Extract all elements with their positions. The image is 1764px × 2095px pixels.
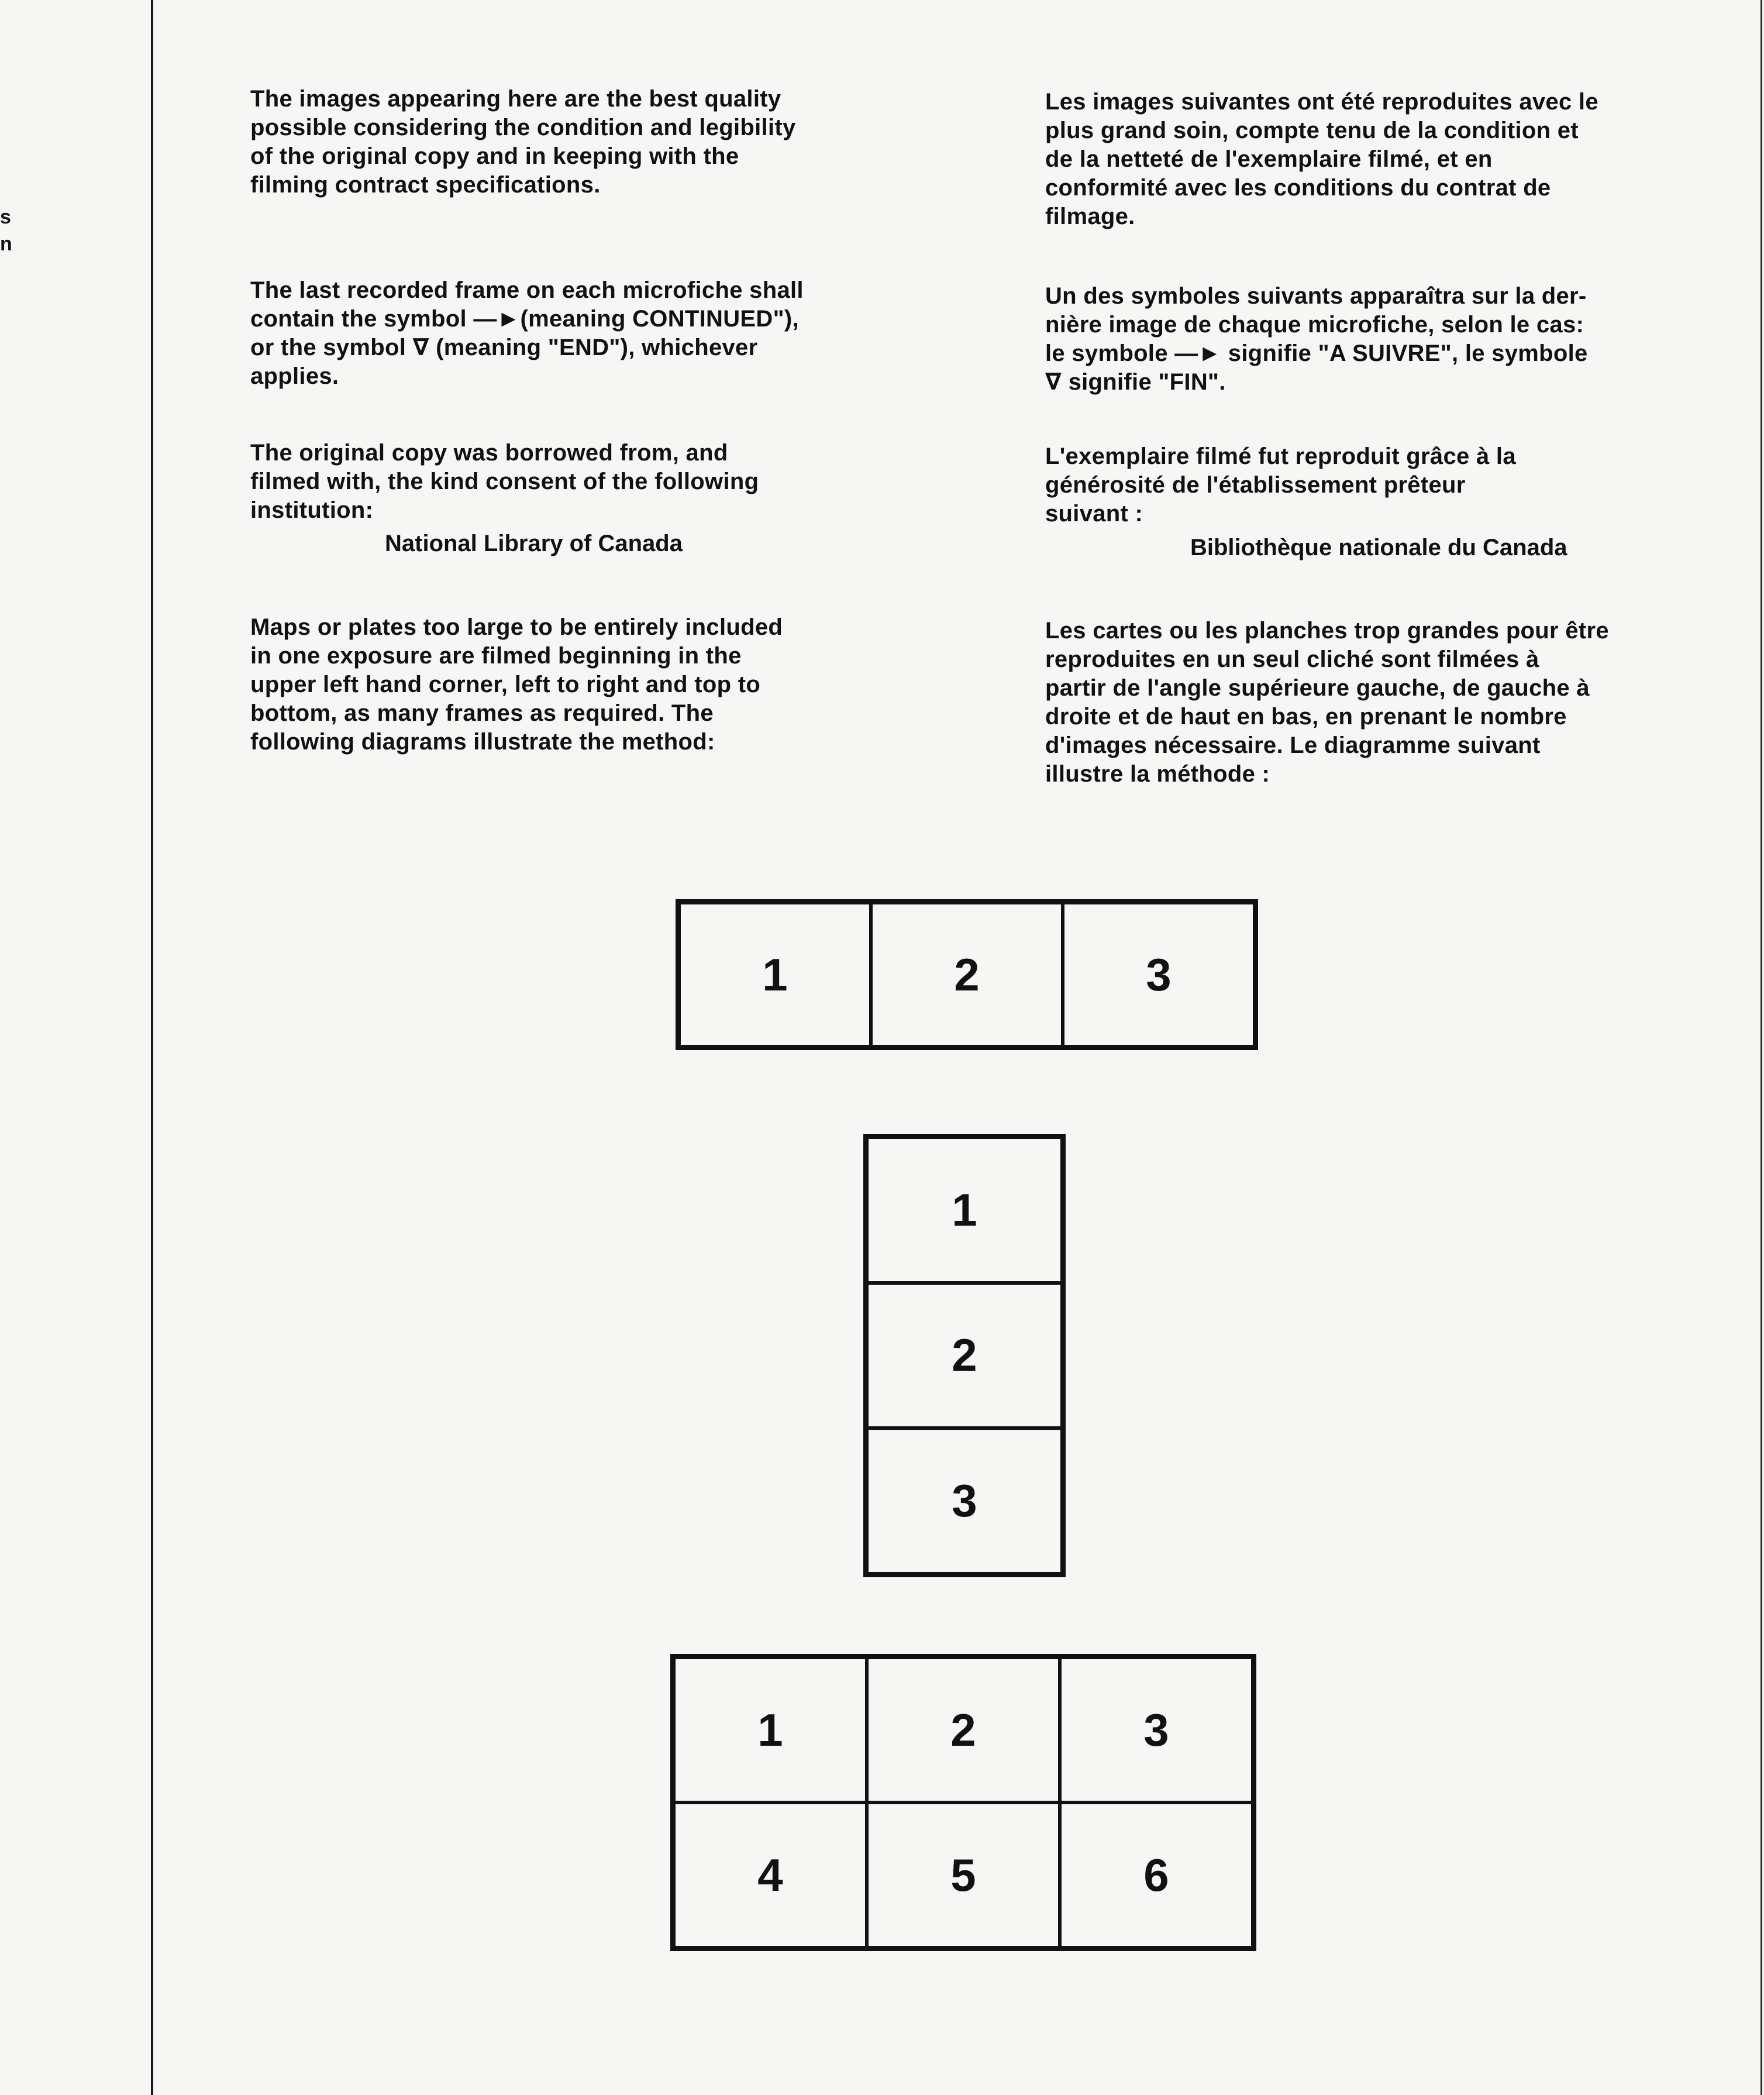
page-edge-rule xyxy=(151,0,153,2095)
frame-cell: 4 xyxy=(674,1802,867,1948)
triangle-icon: ∇ xyxy=(1045,369,1062,395)
fr-institution-name: Bibliothèque nationale du Canada xyxy=(1190,535,1567,560)
frame-cell: 3 xyxy=(1063,903,1255,1047)
en-institution-name: National Library of Canada xyxy=(385,531,683,556)
fr-symbol-text-c: signifie "FIN". xyxy=(1062,369,1226,395)
frame-cell: 1 xyxy=(674,1657,867,1802)
en-symbol-paragraph xyxy=(250,276,923,391)
fr-symbol-text-a: Un des symboles suivants apparaîtra sur la der- nière image de chaque microfiche, selon le cas: le symbole xyxy=(1045,283,1587,366)
diagram-vertical xyxy=(863,1134,1066,1577)
page-edge-rule-right xyxy=(1760,0,1762,2095)
en-consent-paragraph: The original copy was borrowed from, and filmed with, the kind consent of the following institution: xyxy=(250,440,759,523)
diagram-horizontal xyxy=(676,899,1258,1050)
en-symbol-text-a: The last recorded frame on each microfiche shall contain the symbol xyxy=(250,277,804,332)
en-quality-paragraph: The images appearing here are the best quality possible considering the condition and legibility of the original copy and in keeping with the filming contract specifications. xyxy=(250,86,796,198)
frame-cell: 2 xyxy=(867,1283,1062,1429)
triangle-icon: ∇ xyxy=(412,335,429,360)
fr-consent-paragraph: L'exemplaire filmé fut reproduit grâce à la générosité de l'établissement prêteur suivant : xyxy=(1045,443,1516,527)
frame-cell: 2 xyxy=(871,903,1063,1047)
frame-cell: 6 xyxy=(1060,1802,1253,1948)
frame-cell: 1 xyxy=(679,903,871,1047)
arrow-icon: —► xyxy=(1174,340,1222,366)
fr-symbol-text-b: signifie "A SUIVRE", le symbole xyxy=(1228,340,1588,366)
frame-cell: 3 xyxy=(867,1428,1062,1574)
fr-quality-paragraph: Les images suivantes ont été reproduites avec le plus grand soin, compte tenu de la condition et de la netteté de l'exemplaire filmé, et en conformité avec les conditions du contrat de filmage. xyxy=(1045,89,1598,229)
margin-fragment: s xyxy=(0,206,11,228)
en-symbol-text-c: (meaning "END"), whichever applies. xyxy=(250,335,758,389)
frame-cell: 3 xyxy=(1060,1657,1253,1802)
en-symbol-text-b: (meaning CONTINUED"), or the symbol xyxy=(250,306,799,360)
frame-cell: 2 xyxy=(867,1657,1060,1802)
frame-cell: 1 xyxy=(867,1137,1062,1283)
margin-fragment: n xyxy=(0,233,12,255)
en-maps-paragraph: Maps or plates too large to be entirely included in one exposure are filmed beginning in the upper left hand corner, left to right and top to bottom, as many frames as required. The following diagrams illustrate the method: xyxy=(250,614,783,755)
frame-cell: 5 xyxy=(867,1802,1060,1948)
arrow-icon: —► xyxy=(473,306,521,332)
fr-maps-paragraph: Les cartes ou les planches trop grandes pour être reproduites en un seul cliché sont filmées à partir de l'angle supérieure gauche, de gauche à droite et de haut en bas, en prenant le nombre d'images nécessaire. Le diagramme suivant illustre la méthode : xyxy=(1045,618,1609,787)
fr-symbol-paragraph xyxy=(1045,282,1694,397)
diagram-grid xyxy=(670,1654,1256,1951)
